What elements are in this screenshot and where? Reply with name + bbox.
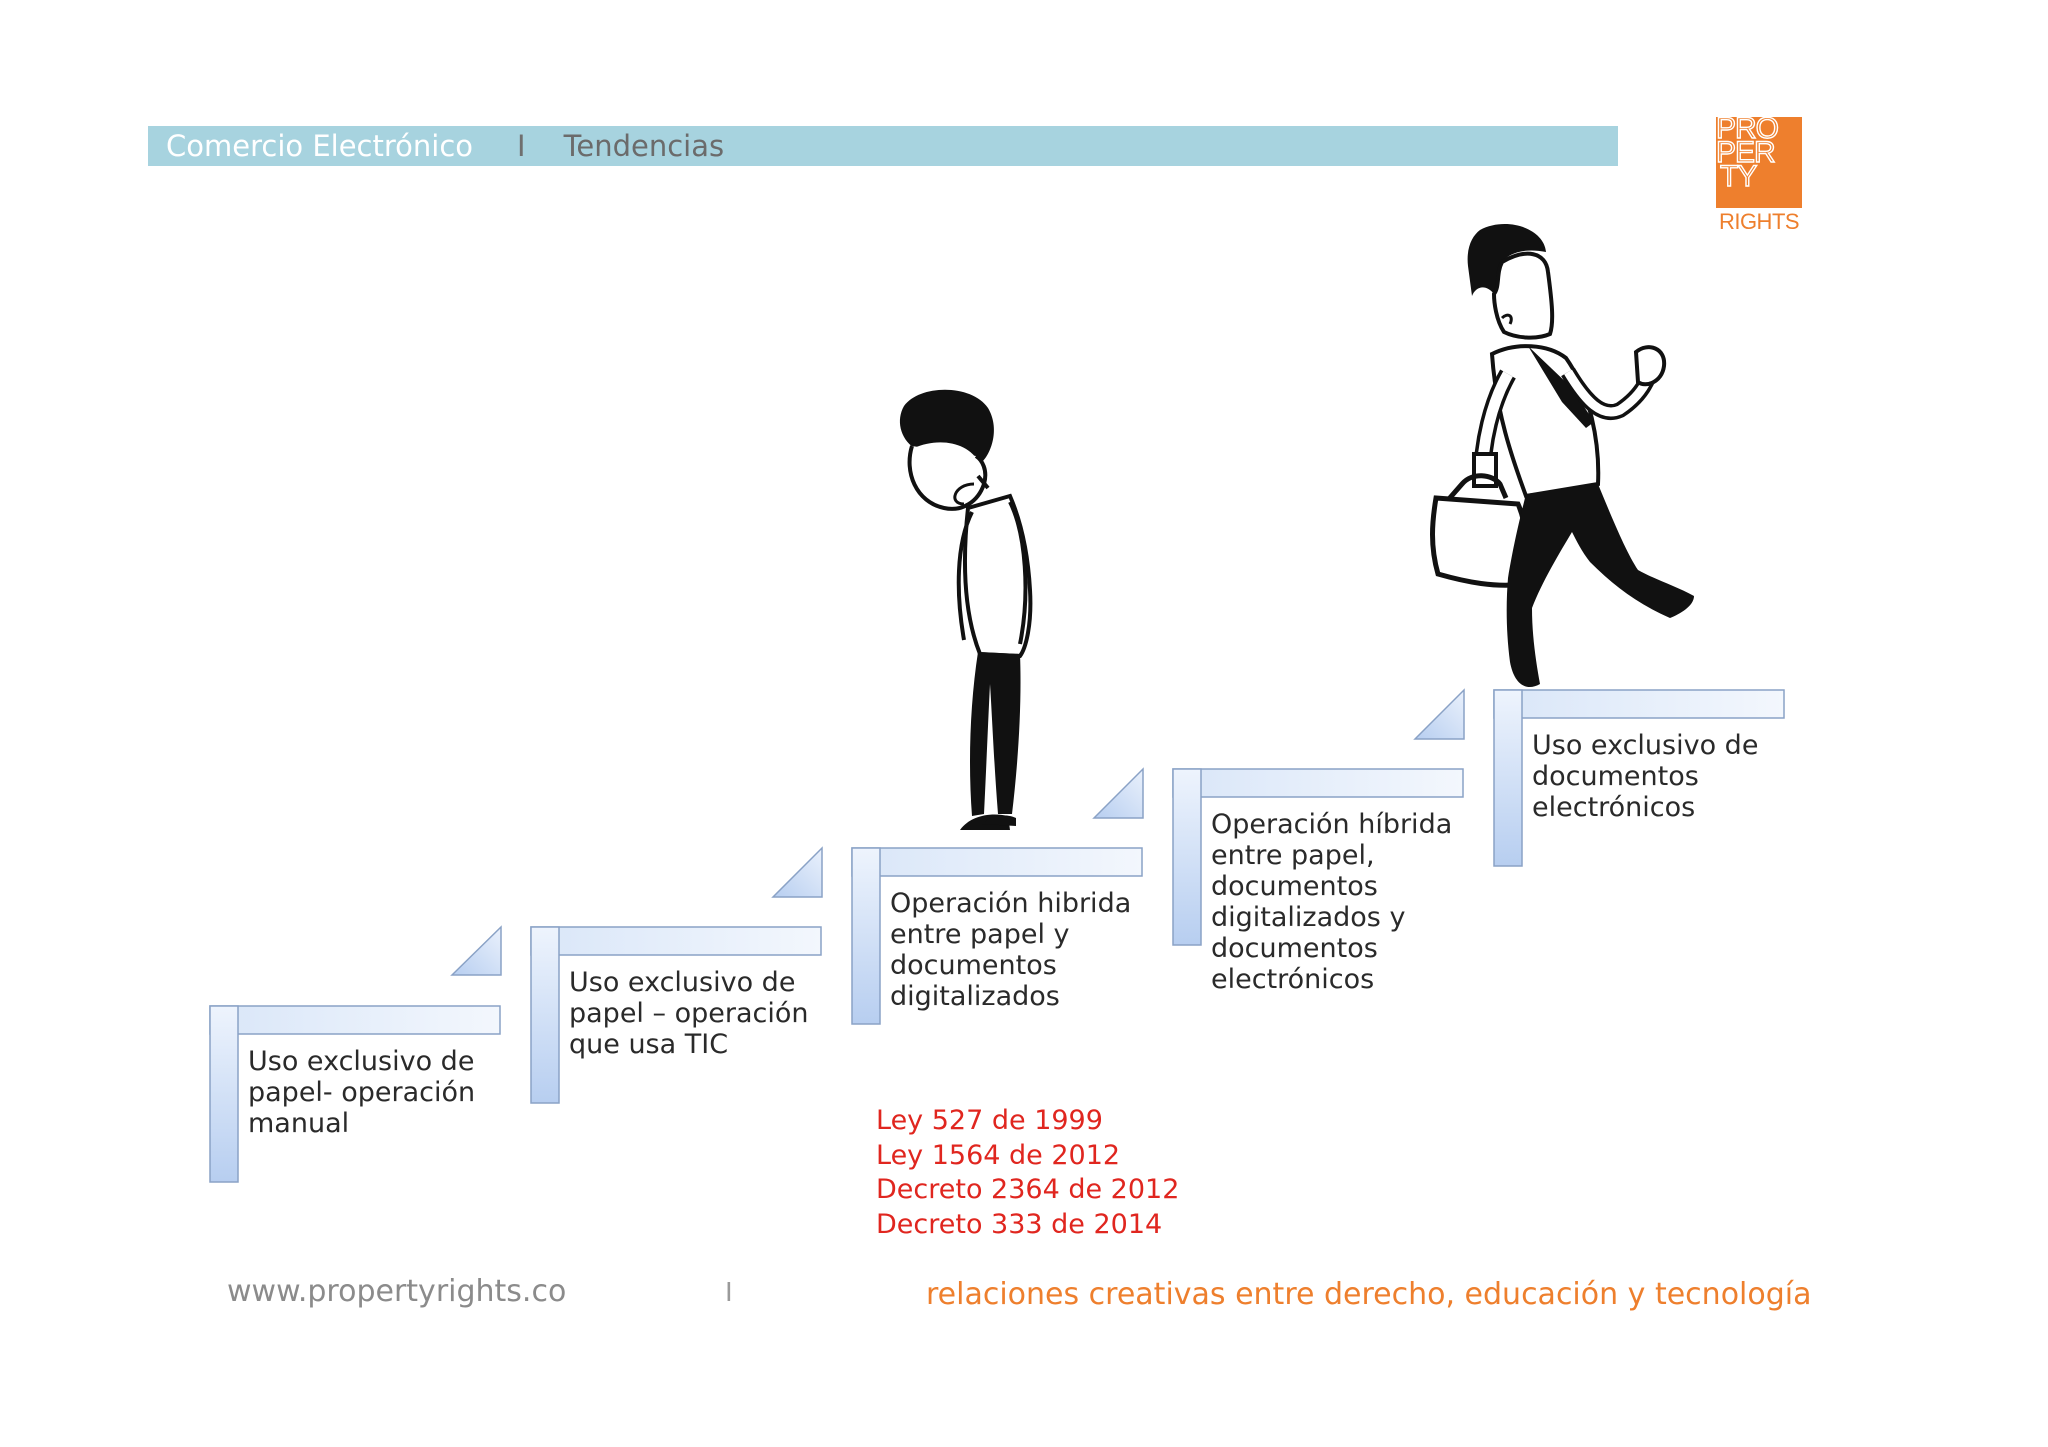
walking-man-figure xyxy=(1376,222,1706,692)
step-2-arrow-tip xyxy=(773,848,822,897)
header-subtitle: Tendencias xyxy=(563,129,725,163)
sad-man-figure xyxy=(860,384,1050,840)
footer-separator: I xyxy=(725,1278,733,1308)
logo-rights: RIGHTS xyxy=(1714,208,1804,236)
footer-website-url: www.propertyrights.co xyxy=(227,1274,567,1309)
law-item: Decreto 2364 de 2012 xyxy=(876,1174,1180,1205)
header-title: Comercio Electrónico xyxy=(166,129,474,163)
logo-line-2: PER xyxy=(1716,136,1775,169)
step-2-label: Uso exclusivo de papel – operación que usa TIC xyxy=(569,967,809,1060)
logo-line-1: PRO xyxy=(1716,112,1779,145)
laws-list xyxy=(876,1104,1179,1242)
step-3-label: Operación hibrida entre papel y documentos digitalizados xyxy=(890,888,1132,1012)
step-4-label: Operación híbrida entre papel, documentos digitalizados y documentos electrónicos xyxy=(1211,809,1453,995)
step-1-label: Uso exclusivo de papel- operación manual xyxy=(248,1046,476,1139)
footer-slogan: relaciones creativas entre derecho, educación y tecnología xyxy=(926,1277,1812,1312)
header-separator: I xyxy=(517,129,526,163)
logo-line-3: TY xyxy=(1720,160,1757,193)
law-item: Decreto 333 de 2014 xyxy=(876,1208,1163,1240)
step-1-arrow-tip xyxy=(452,927,501,975)
step-4-arrow-tip xyxy=(1415,690,1464,739)
law-item: Ley 527 de 1999 xyxy=(876,1105,1103,1136)
step-5-label: Uso exclusivo de documentos electrónicos xyxy=(1532,730,1759,823)
step-3-arrow-tip xyxy=(1094,769,1143,818)
law-item: Ley 1564 de 2012 xyxy=(876,1139,1121,1171)
